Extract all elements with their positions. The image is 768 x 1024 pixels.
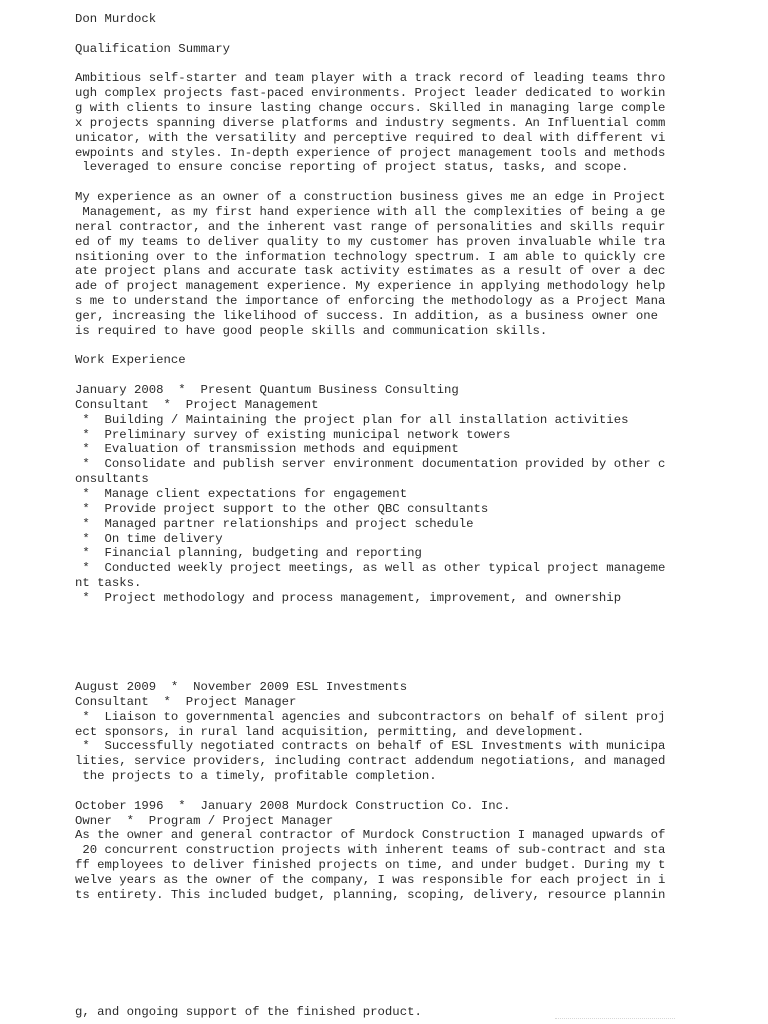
- text-line: ewpoints and styles. In-depth experience of project management tools and methods: [75, 145, 666, 160]
- qualification-summary-heading: Qualification Summary: [75, 41, 230, 56]
- text-line: Management, as my first hand experience with all the complexities of being a ge: [75, 204, 666, 219]
- bullet-item: * Successfully negotiated contracts on behalf of ESL Investments with municipa: [75, 739, 666, 754]
- text-line: 20 concurrent construction projects with inherent teams of sub-contract and sta: [75, 843, 666, 858]
- text-line: ts entirety. This included budget, planning, scoping, delivery, resource plannin: [75, 887, 666, 902]
- text-line: ed of my teams to deliver quality to my customer has proven invaluable while tra: [75, 234, 666, 249]
- work-experience-heading: Work Experience: [75, 353, 186, 368]
- bullet-item-cont: ect sponsors, in rural land acquisition, permitting, and development.: [75, 724, 585, 739]
- bullet-item-cont: nt tasks.: [75, 576, 142, 591]
- text-line: s me to understand the importance of enforcing the methodology as a Project Mana: [75, 294, 666, 309]
- bullet-item: * Preliminary survey of existing municipal network towers: [75, 427, 511, 442]
- bullet-item: * Provide project support to the other QBC consultants: [75, 501, 489, 516]
- text-line: Ambitious self-starter and team player with a track record of leading teams thro: [75, 71, 666, 86]
- job-entry-quantum: [75, 383, 695, 606]
- resume-page: [75, 12, 695, 903]
- faint-bleed-through: [555, 1018, 675, 1023]
- author-name: Don Murdock: [75, 12, 157, 26]
- bullet-item: * Evaluation of transmission methods and equipment: [75, 442, 459, 457]
- job-dates-company: August 2009 * November 2009 ESL Investments: [75, 679, 408, 694]
- job-title: Consultant * Project Management: [75, 397, 319, 412]
- bullet-item: * Liaison to governmental agencies and subcontractors on behalf of silent proj: [75, 709, 666, 724]
- text-line: ugh complex projects fast-paced environments. Project leader dedicated to workin: [75, 86, 666, 101]
- job-title: Consultant * Project Manager: [75, 694, 297, 709]
- job-dates-company: January 2008 * Present Quantum Business Consulting: [75, 383, 459, 398]
- text-line: leveraged to ensure concise reporting of project status, tasks, and scope.: [75, 160, 629, 175]
- bullet-item-cont: onsultants: [75, 472, 149, 487]
- bullet-item: * Financial planning, budgeting and reporting: [75, 546, 422, 561]
- bullet-item: * Manage client expectations for engagement: [75, 487, 408, 501]
- text-line: nsitioning over to the information technology spectrum. I am able to quickly cre: [75, 249, 666, 264]
- job-dates-company: October 1996 * January 2008 Murdock Construction Co. Inc.: [75, 798, 511, 813]
- bullet-item: * Managed partner relationships and project schedule: [75, 516, 474, 531]
- job-description-tail: g, and ongoing support of the finished product.: [75, 1005, 422, 1019]
- bullet-item: * Building / Maintaining the project plan for all installation activities: [75, 412, 629, 427]
- bullet-item-cont: the projects to a timely, profitable completion.: [75, 769, 437, 784]
- text-line: g with clients to insure lasting change occurs. Skilled in managing large comple: [75, 101, 666, 116]
- text-line: is required to have good people skills and communication skills.: [75, 323, 548, 338]
- summary-paragraph-1: [75, 71, 695, 175]
- text-line: welve years as the owner of the company, I was responsible for each project in i: [75, 872, 666, 887]
- bullet-item: * On time delivery: [75, 531, 223, 546]
- job-entry-esl: [75, 680, 695, 784]
- text-line: ate project plans and accurate task activity estimates as a result of over a dec: [75, 264, 666, 279]
- text-line: unicator, with the versatility and perceptive required to deal with different vi: [75, 130, 666, 145]
- bullet-item: * Project methodology and process management, improvement, and ownership: [75, 590, 622, 605]
- text-line: ger, increasing the likelihood of success. In addition, as a business owner one: [75, 308, 658, 323]
- text-line: ade of project management experience. My experience in applying methodology help: [75, 279, 666, 294]
- text-line: My experience as an owner of a construction business gives me an edge in Project: [75, 190, 666, 205]
- text-line: neral contractor, and the inherent vast range of personalities and skills requir: [75, 219, 666, 234]
- bullet-item: * Conducted weekly project meetings, as well as other typical project manageme: [75, 561, 666, 576]
- text-line: ff employees to deliver finished projects on time, and under budget. During my t: [75, 858, 666, 873]
- job-entry-murdock: [75, 799, 695, 903]
- job-title: Owner * Program / Project Manager: [75, 813, 334, 828]
- text-line: x projects spanning diverse platforms and industry segments. An Influential comm: [75, 115, 666, 130]
- text-line: As the owner and general contractor of Murdock Construction I managed upwards of: [75, 828, 666, 843]
- bullet-item: * Consolidate and publish server environment documentation provided by other c: [75, 457, 666, 472]
- bullet-item-cont: lities, service providers, including contract addendum negotiations, and managed: [75, 754, 666, 769]
- summary-paragraph-2: [75, 190, 695, 338]
